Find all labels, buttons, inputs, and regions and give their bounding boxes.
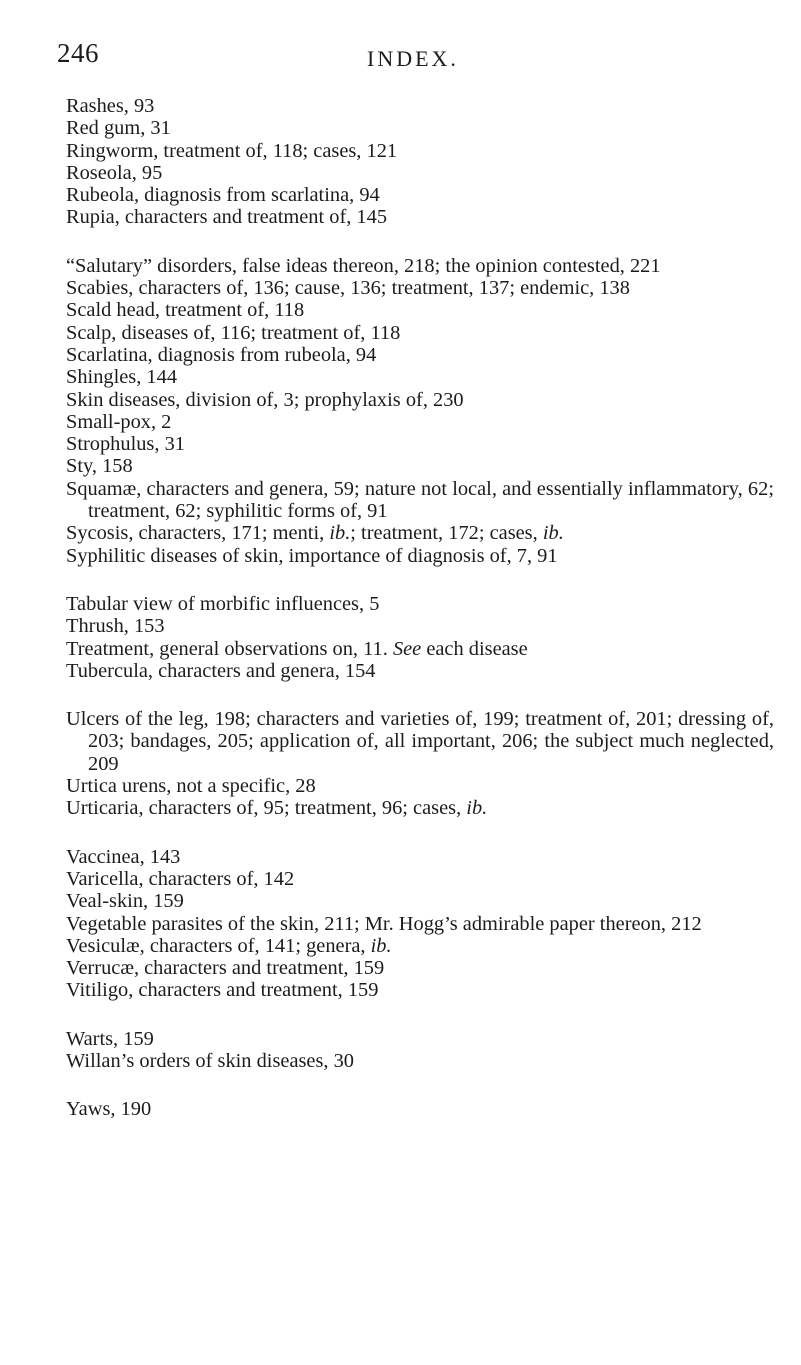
index-entry: Vitiligo, characters and treatment, 159 <box>66 979 379 1002</box>
page-number: 246 <box>57 38 99 68</box>
index-entry: Urticaria, characters of, 95; treatment, 96; cases, ib. <box>66 797 488 820</box>
index-entry: Urtica urens, not a specific, 28 <box>66 775 316 798</box>
index-entry: Treatment, general observations on, 11. See each disease <box>66 637 528 660</box>
index-entry: Rupia, characters and treatment of, 145 <box>66 206 388 229</box>
index-entry: Veal-skin, 159 <box>66 890 184 913</box>
index-entry: Sycosis, characters, 171; menti, ib.; treatment, 172; cases, ib. <box>66 522 564 545</box>
index-entry: Scabies, characters of, 136; cause, 136; treatment, 137; endemic, 138 <box>66 277 630 300</box>
index-entry: Skin diseases, division of, 3; prophylaxis of, 230 <box>66 388 464 411</box>
index-entry: Shingles, 144 <box>66 366 178 389</box>
index-entry: Strophulus, 31 <box>66 433 185 456</box>
index-entry: Syphilitic diseases of skin, importance of diagnosis of, 7, 91 <box>66 544 558 567</box>
index-entry: Scald head, treatment of, 118 <box>66 299 305 322</box>
index-entry: Vesiculæ, characters of, 141; genera, ib. <box>66 934 392 957</box>
index-entry: Squamæ, characters and genera, 59; nature not local, and essentially inflammatory, 62; treatment, 62; syphilitic forms of, 91 <box>66 477 774 523</box>
index-entry: Yaws, 190 <box>66 1098 152 1121</box>
index-group-u <box>66 708 774 819</box>
italic-term: ib. <box>370 934 392 957</box>
index-entry: Roseola, 95 <box>66 161 163 184</box>
index-entry: Sty, 158 <box>66 455 133 478</box>
italic-term: ib. <box>329 522 351 545</box>
index-entry: Scarlatina, diagnosis from rubeola, 94 <box>66 343 377 366</box>
index-entry: Rashes, 93 <box>66 95 155 117</box>
page-header <box>57 38 757 78</box>
index-entry: Thrush, 153 <box>66 615 165 638</box>
index-group-v <box>66 846 774 1002</box>
index-entry: Tabular view of morbific influences, 5 <box>66 592 380 615</box>
italic-term: ib. <box>466 797 488 820</box>
running-head: INDEX. <box>367 46 459 71</box>
index-entry: “Salutary” disorders, false ideas thereon, 218; the opinion contested, 221 <box>66 254 661 277</box>
index-group-w <box>66 1028 774 1073</box>
index-entry: Willan’s orders of skin diseases, 30 <box>66 1049 354 1072</box>
index-entry: Varicella, characters of, 142 <box>66 867 295 890</box>
index-group-y <box>66 1098 774 1120</box>
index-group-s <box>66 255 774 567</box>
index-list <box>66 95 774 1121</box>
italic-term: See <box>392 637 422 660</box>
index-entry: Rubeola, diagnosis from scarlatina, 94 <box>66 184 380 207</box>
index-entry: Vegetable parasites of the skin, 211; Mr. Hogg’s admirable paper thereon, 212 <box>66 912 702 935</box>
index-entry: Verrucæ, characters and treatment, 159 <box>66 957 385 980</box>
index-entry: Warts, 159 <box>66 1027 154 1050</box>
index-group-r <box>66 95 774 229</box>
italic-term: ib. <box>542 522 564 545</box>
index-entry: Ulcers of the leg, 198; characters and varieties of, 199; treatment of, 201; dressing of, 203; bandages, 205; application of, all important, 206; the subject much neglected, 209 <box>66 708 774 775</box>
index-entry: Scalp, diseases of, 116; treatment of, 118 <box>66 321 401 344</box>
index-entry: Red gum, 31 <box>66 117 171 140</box>
index-entry: Ringworm, treatment of, 118; cases, 121 <box>66 139 398 162</box>
index-entry: Tubercula, characters and genera, 154 <box>66 659 376 682</box>
index-entry: Small-pox, 2 <box>66 410 172 433</box>
index-entry: Vaccinea, 143 <box>66 845 181 868</box>
index-group-t <box>66 593 774 682</box>
